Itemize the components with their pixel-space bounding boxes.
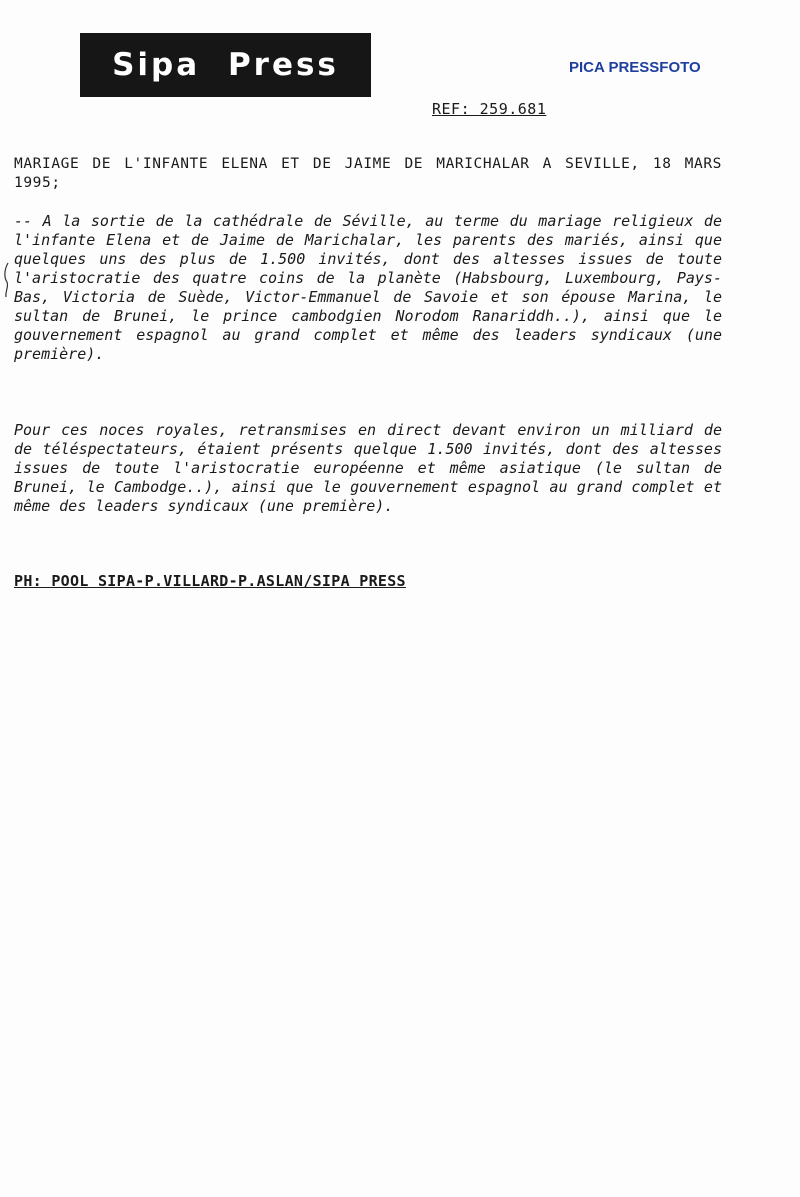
handwritten-margin-mark	[3, 262, 10, 298]
logo-text: Sipa Press	[112, 47, 339, 83]
article-headline: MARIAGE DE L'INFANTE ELENA ET DE JAIME DE MARICHALAR A SEVILLE, 18 MARS 1995;	[14, 156, 722, 191]
sipa-press-logo	[80, 33, 371, 97]
photo-credit: PH: POOL SIPA-P.VILLARD-P.ASLAN/SIPA PRESS	[14, 572, 406, 590]
article-paragraph-2: Pour ces noces royales, retransmises en direct devant environ un milliard de de téléspectateurs, étaient présents quelque 1.500 invités, dont des altesses issues de toute l'aristocratie européenne et même asiatique (le sultan de Brunei, le Cambodge..), ainsi que le gouvernement espagnol au grand complet et même des leaders syndicaux (une première).	[14, 421, 722, 515]
pica-pressfoto-stamp: PICA PRESSFOTO	[569, 59, 701, 76]
article-paragraph-1: -- A la sortie de la cathédrale de Séville, au terme du mariage religieux de l'infante Elena et de Jaime de Marichalar, les parents des mariés, ainsi que quelques uns des plus de 1.500 invités, dont des altesses issues de toute l'aristocratie des quatre coins de la planète (Habsbourg, Luxembourg, Pays-Bas, Victoria de Suède, Victor-Emmanuel de Savoie et son épouse Marina, le sultan de Brunei, le prince cambodgien Norodom Ranariddh..), ainsi que le gouvernement espagnol au grand complet et même des leaders syndicaux (une première).	[14, 212, 722, 363]
reference-number: REF: 259.681	[432, 100, 547, 118]
